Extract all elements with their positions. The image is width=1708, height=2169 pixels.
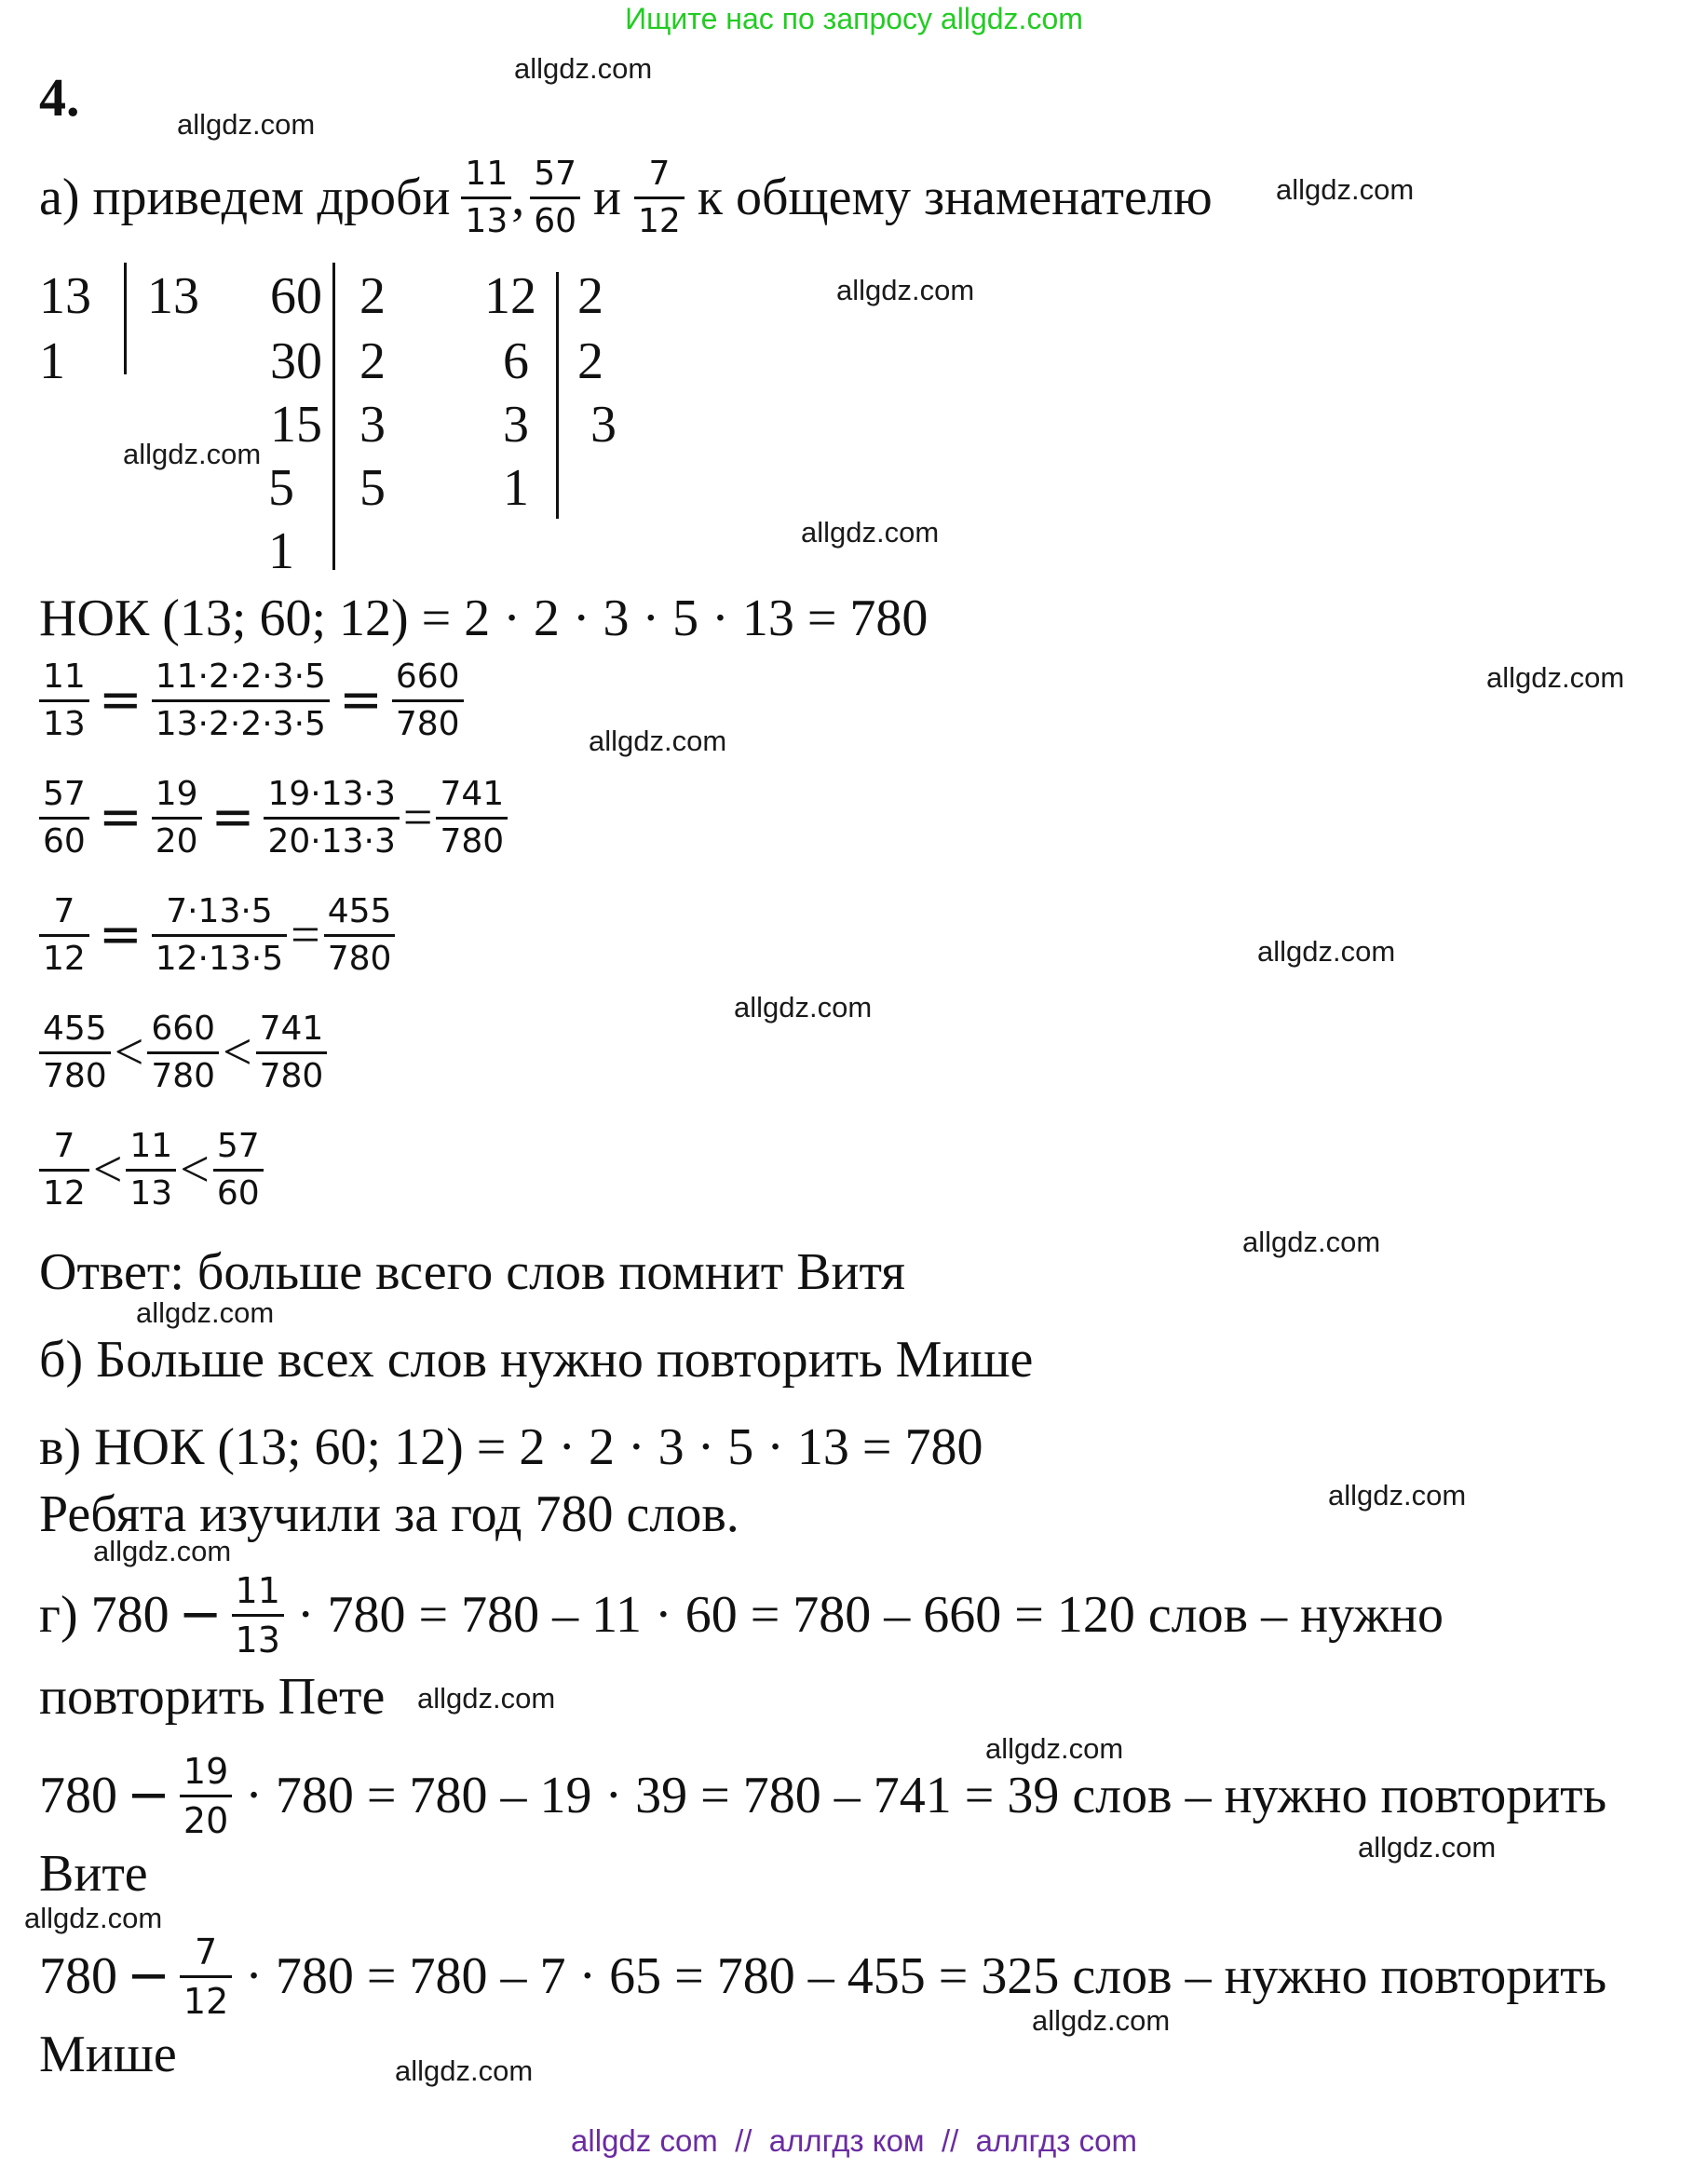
- less-than-sign: <: [92, 1141, 123, 1199]
- denominator: 780: [395, 704, 460, 743]
- intro-tail: к общему знаменателю: [697, 169, 1213, 226]
- factor-right: 3: [590, 396, 617, 454]
- fraction: [213, 1126, 264, 1213]
- equals-sign: =: [210, 787, 255, 847]
- numerator: 11: [235, 1569, 280, 1611]
- denominator: 12: [183, 1980, 229, 2022]
- denominator: 60: [43, 821, 86, 861]
- equation-57-60: [39, 766, 508, 870]
- expr-rest: · 780 = 780 – 11 · 60 = 780 – 660 = 120 слов – нужно: [296, 1586, 1444, 1644]
- denominator: 780: [43, 1056, 107, 1095]
- watermark: allgdz.com: [395, 2054, 534, 2087]
- expr-prefix: г) 780: [39, 1586, 169, 1644]
- numerator: 57: [43, 774, 86, 813]
- factor-right: 5: [359, 459, 386, 517]
- comparison-780ths: [39, 1000, 327, 1105]
- part-g-row-1: [39, 1563, 1444, 1667]
- factor-right: 3: [359, 396, 386, 454]
- watermark: allgdz.com: [24, 1902, 163, 1934]
- watermark: allgdz.com: [1257, 935, 1396, 968]
- numerator: 455: [327, 891, 392, 930]
- equation-7-12: [39, 883, 395, 987]
- equals-sign: =: [402, 789, 433, 847]
- numerator: 7: [53, 891, 75, 930]
- factor-left: 60: [270, 267, 322, 325]
- watermark: allgdz.com: [1242, 1226, 1381, 1258]
- numerator: 11·2·2·3·5: [155, 657, 326, 696]
- equation-11-13: [39, 648, 464, 752]
- fraction: [180, 1750, 232, 1841]
- factor-right: 2: [577, 332, 603, 390]
- numerator: 11: [129, 1126, 173, 1165]
- watermark: allgdz.com: [93, 1535, 232, 1567]
- denominator: 12·13·5: [155, 939, 284, 978]
- watermark: allgdz.com: [123, 438, 262, 470]
- factor-left: 12: [484, 267, 536, 325]
- part-v-line2: Ребята изучили за год 780 слов.: [39, 1485, 739, 1543]
- numerator: 57: [216, 1126, 260, 1165]
- fraction-57-60: [530, 154, 580, 240]
- fraction: [152, 891, 287, 978]
- less-than-sign: <: [114, 1023, 144, 1081]
- watermark: allgdz.com: [801, 516, 940, 549]
- answer-b: б) Больше всех слов нужно повторить Мише: [39, 1331, 1034, 1389]
- less-than-sign: <: [223, 1023, 252, 1081]
- fraction-7-12: [634, 154, 685, 240]
- minus-sign: −: [178, 1584, 223, 1645]
- factor-left: 30: [270, 332, 322, 390]
- denominator: 12: [43, 939, 86, 978]
- numerator: 11: [43, 657, 86, 696]
- fraction: [152, 774, 202, 861]
- fraction: [392, 657, 464, 743]
- denominator: 20·13·3: [267, 821, 396, 861]
- factor-left: 3: [503, 396, 529, 454]
- fraction: [180, 1931, 232, 2022]
- fraction: [436, 774, 508, 861]
- watermark: allgdz.com: [1032, 2004, 1171, 2037]
- fraction-11-13: [461, 154, 511, 240]
- watermark: allgdz.com: [589, 725, 727, 757]
- numerator: 11: [465, 154, 508, 193]
- equals-sign: =: [338, 670, 383, 730]
- denominator: 60: [534, 201, 577, 240]
- numerator: 57: [534, 154, 577, 193]
- denominator: 12: [638, 201, 681, 240]
- denominator: 13: [43, 704, 86, 743]
- factor-left: 1: [39, 332, 65, 390]
- minus-sign: −: [127, 1945, 170, 2006]
- fraction: [39, 774, 89, 861]
- watermark: allgdz.com: [136, 1296, 275, 1329]
- division-line: [332, 263, 335, 570]
- fraction: [264, 774, 399, 861]
- fraction: [39, 1126, 89, 1213]
- fraction: [147, 1009, 219, 1095]
- fraction: [39, 657, 89, 743]
- expr-rest: · 780 = 780 – 7 · 65 = 780 – 455 = 325 слов – нужно повторить: [245, 1947, 1607, 2005]
- denominator: 780: [259, 1056, 324, 1095]
- equals-sign: =: [98, 787, 142, 847]
- denominator: 780: [440, 821, 505, 861]
- comparison-original: [39, 1118, 264, 1222]
- watermark: allgdz.com: [985, 1732, 1124, 1765]
- factor-left: 15: [270, 396, 322, 454]
- factor-right: 2: [577, 267, 603, 325]
- factor-right: 13: [147, 267, 199, 325]
- numerator: 7: [648, 154, 671, 193]
- part-g-row-3: [39, 1924, 1606, 2028]
- expr-rest: · 780 = 780 – 19 · 39 = 780 – 741 = 39 слов – нужно повторить: [245, 1767, 1607, 1824]
- fraction: [324, 891, 396, 978]
- numerator: 19: [183, 1750, 229, 1792]
- denominator: 20: [155, 821, 198, 861]
- numerator: 7: [53, 1126, 75, 1165]
- numerator: 19: [155, 774, 198, 813]
- fraction: [39, 891, 89, 978]
- watermark: allgdz.com: [1486, 661, 1625, 694]
- intro-text: а) приведем дроби: [39, 169, 451, 226]
- expr-prefix: 780: [39, 1767, 117, 1824]
- part-a-intro: [39, 145, 1213, 250]
- factor-left: 1: [268, 522, 294, 580]
- factor-right: 2: [359, 267, 386, 325]
- comma: ,: [511, 169, 525, 226]
- factor-left: 6: [503, 332, 529, 390]
- watermark: allgdz.com: [417, 1682, 556, 1715]
- denominator: 13·2·2·3·5: [155, 704, 326, 743]
- watermark: allgdz.com: [1328, 1479, 1467, 1512]
- denominator: 780: [151, 1056, 216, 1095]
- part-g-row-3-cont: Мише: [39, 2026, 177, 2083]
- numerator: 741: [440, 774, 505, 813]
- watermark: allgdz.com: [1358, 1831, 1497, 1864]
- fraction: [232, 1569, 284, 1661]
- factor-right: 2: [359, 332, 386, 390]
- fraction: [126, 1126, 176, 1213]
- watermark: allgdz.com: [514, 52, 653, 85]
- factor-left: 5: [268, 459, 294, 517]
- equals-sign: =: [291, 906, 320, 964]
- numerator: 660: [395, 657, 460, 696]
- less-than-sign: <: [180, 1141, 210, 1199]
- expr-prefix: 780: [39, 1947, 117, 2005]
- factor-left: 1: [503, 459, 529, 517]
- answer-a: Ответ: больше всего слов помнит Витя: [39, 1243, 906, 1301]
- denominator: 12: [43, 1173, 86, 1213]
- fraction: [256, 1009, 328, 1095]
- numerator: 660: [151, 1009, 216, 1048]
- division-line: [124, 263, 127, 374]
- fraction: [39, 1009, 111, 1095]
- numerator: 741: [259, 1009, 324, 1048]
- fraction: [152, 657, 330, 743]
- numerator: 7·13·5: [166, 891, 273, 930]
- part-g-row-2-cont: Вите: [39, 1845, 148, 1903]
- numerator: 19·13·3: [267, 774, 396, 813]
- search-hint: Ищите нас по запросу allgdz.com: [625, 2, 1083, 35]
- lcm-line: НОК (13; 60; 12) = 2 · 2 · 3 · 5 · 13 = 780: [39, 590, 929, 647]
- division-line: [556, 272, 559, 519]
- equals-sign: =: [98, 904, 142, 965]
- watermark: allgdz.com: [734, 991, 873, 1023]
- factor-left: 13: [39, 267, 91, 325]
- task-number: 4.: [39, 67, 80, 128]
- footer-links: allgdz com // аллгдз ком // аллгдз com: [571, 2123, 1137, 2158]
- denominator: 780: [327, 939, 392, 978]
- denominator: 13: [129, 1173, 173, 1213]
- watermark: allgdz.com: [1276, 173, 1415, 206]
- minus-sign: −: [127, 1765, 170, 1825]
- numerator: 455: [43, 1009, 107, 1048]
- watermark: allgdz.com: [177, 108, 316, 141]
- numerator: 7: [195, 1931, 218, 1972]
- part-g-row-1-cont: повторить Пете: [39, 1668, 386, 1726]
- denominator: 13: [235, 1619, 280, 1661]
- denominator: 13: [465, 201, 508, 240]
- conjunction: и: [593, 169, 622, 226]
- denominator: 20: [183, 1799, 229, 1841]
- denominator: 60: [216, 1173, 260, 1213]
- watermark: allgdz.com: [836, 274, 975, 306]
- equals-sign: =: [98, 670, 142, 730]
- part-v-line1: в) НОК (13; 60; 12) = 2 · 2 · 3 · 5 · 13 = 780: [39, 1418, 983, 1476]
